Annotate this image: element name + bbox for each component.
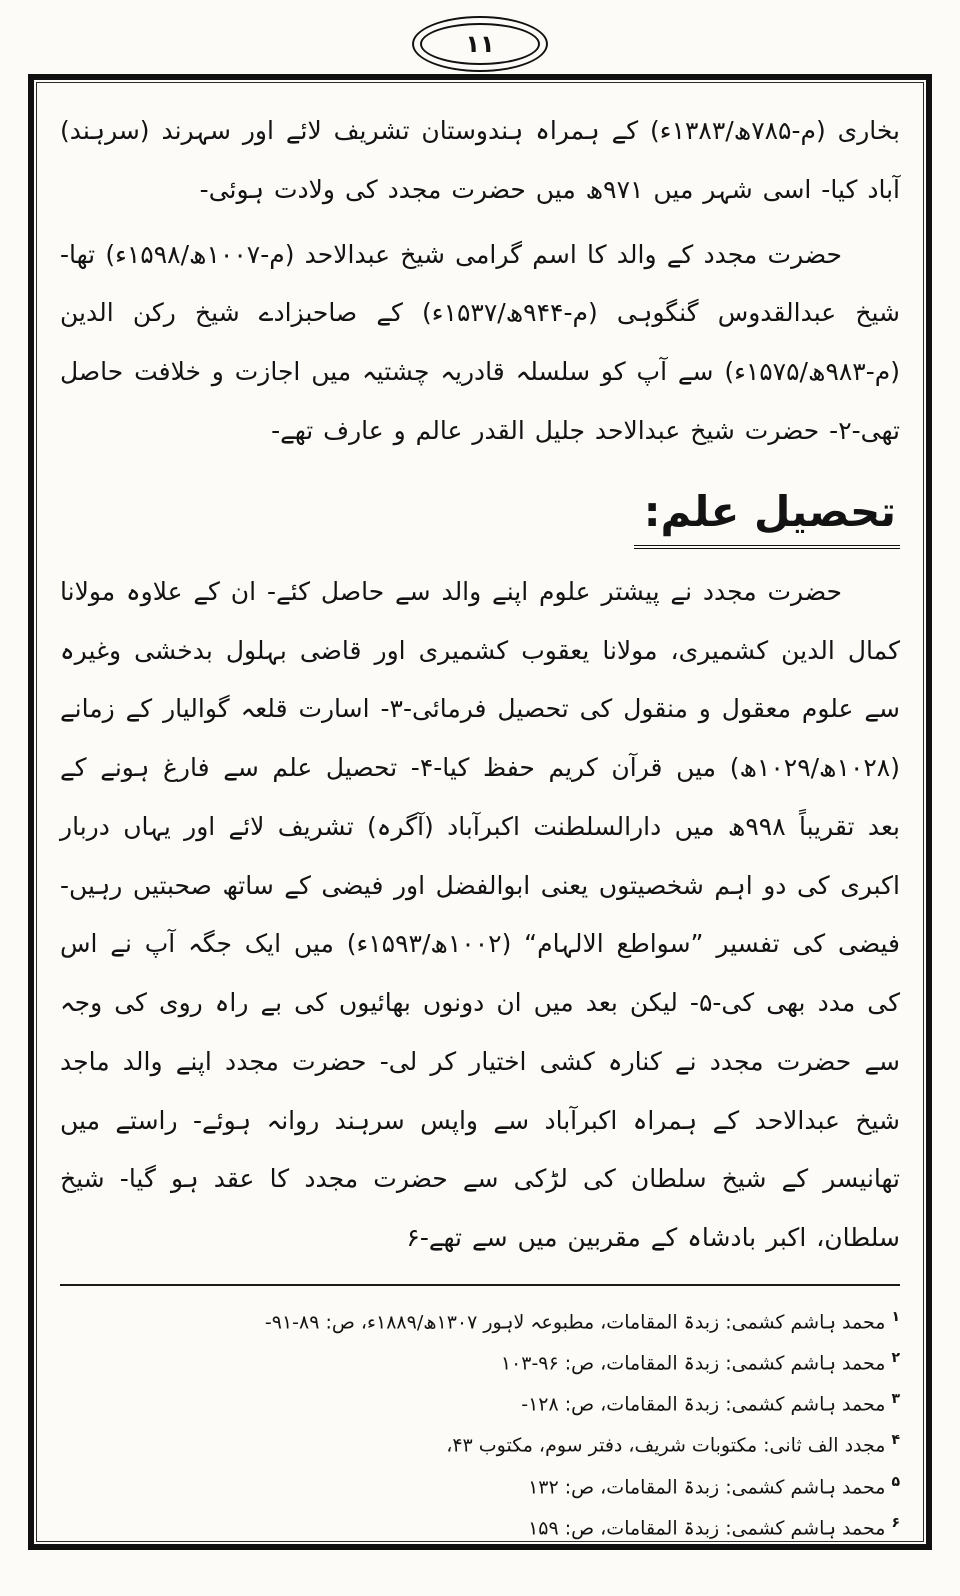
- footnote-text: محمد ہاشم کشمی: زبدۃ المقامات، ص: ۹۶-۱۰۳: [500, 1352, 886, 1375]
- footnote-item: [60, 1467, 900, 1508]
- footnote-item: [60, 1343, 900, 1384]
- paragraph-father: حضرت مجدد کے والد کا اسم گرامی شیخ عبدالاحد (م-۱۰۰۷ھ/۱۵۹۸ء) تھا- شیخ عبدالقدوس گنگوہی (م-۹۴۴ھ/۱۵۳۷ء) کے صاحبزادے شیخ رکن الدین (م-۹۸۳ھ/۱۵۷۵ء) سے آپ کو سلسلہ قادریہ چشتیہ میں اجازت و خلافت حاصل تھی-۲- حضرت شیخ عبدالاحد جلیل القدر عالم و عارف تھے-: [60, 239, 900, 445]
- footnote-item: [60, 1384, 900, 1425]
- page-frame: [28, 74, 932, 1550]
- footnote-text: محمد ہاشم کشمی: زبدۃ المقامات، مطبوعہ لاہور ۱۳۰۷ھ/۱۸۸۹ء، ص: ۸۹-۹۱-: [264, 1311, 886, 1334]
- footnote-text: محمد ہاشم کشمی: زبدۃ المقامات، ص: ۱۲۸-: [521, 1393, 886, 1416]
- footnote-text: محمد ہاشم کشمی: زبدۃ المقامات، ص: ۱۳۲: [528, 1475, 886, 1498]
- page-number-inner-oval: [420, 23, 540, 65]
- heading-row: [60, 467, 900, 563]
- section-heading: تحصیل علم:: [634, 487, 900, 549]
- footnote-item: [60, 1302, 900, 1343]
- footnote-number: ۲: [891, 1350, 900, 1367]
- page-number-badge: [412, 16, 548, 72]
- paragraph-education: حضرت مجدد نے پیشتر علوم اپنے والد سے حاصل کئے- ان کے علاوہ مولانا کمال الدین کشمیری، مولانا یعقوب کشمیری اور قاضی بہلول بدخشی وغیرہ سے علوم معقول و منقول کی تحصیل فرمائی-۳- اسارت قلعہ گوالیار کے زمانے (۱۰۲۸ھ/۱۰۲۹ھ) میں قرآن کریم حفظ کیا-۴- تحصیل علم سے فارغ ہونے کے بعد تقریباً ۹۹۸ھ میں دارالسلطنت اکبرآباد (آگرہ) تشریف لائے اور یہاں دربار اکبری کی دو اہم شخصیتوں یعنی ابوالفضل اور فیضی کے ساتھ صحبتیں رہیں- فیضی کی تفسیر ”سواطع الالہام“ (۱۰۰۲ھ/۱۵۹۳ء) میں ایک جگہ آپ نے اس کی مدد بھی کی-۵- لیکن بعد میں ان دونوں بھائیوں کی بے راہ روی کی وجہ سے حضرت مجدد نے کنارہ کشی اختیار کر لی- حضرت مجدد اپنے والد ماجد شیخ عبدالاحد کے ہمراہ اکبرآباد سے واپس سرہند روانہ ہوئے- راستے میں تھانیسر کے شیخ سلطان کی لڑکی سے حضرت مجدد کا عقد ہو گیا- شیخ سلطان، اکبر بادشاہ کے مقربین میں سے تھے-۶: [60, 576, 900, 1253]
- paragraph-continuation: بخاری (م-۷۸۵ھ/۱۳۸۳ء) کے ہمراہ ہندوستان تشریف لائے اور سہرند (سرہند) آباد کیا- اسی شہر میں ۹۷۱ھ میں حضرت مجدد کی ولادت ہوئی-: [60, 116, 901, 204]
- footnote-number: ۴: [891, 1432, 900, 1449]
- footnote-item: [60, 1425, 900, 1466]
- footnote-number: ۶: [891, 1514, 900, 1531]
- page-number: ۱۱: [465, 30, 495, 58]
- footnote-text: محمد ہاشم کشمی: زبدۃ المقامات، ص: ۱۵۹: [528, 1517, 886, 1540]
- footnote-text: مجدد الف ثانی: مکتوبات شریف، دفتر سوم، مکتوب ۴۳،: [446, 1434, 886, 1457]
- footnote-number: ۳: [891, 1391, 900, 1408]
- footnote-item: [60, 1508, 900, 1544]
- footnote-number: ۱: [891, 1308, 900, 1325]
- page-content: [34, 80, 926, 1544]
- footnote-number: ۵: [891, 1473, 900, 1490]
- footnotes-section: [60, 1284, 900, 1544]
